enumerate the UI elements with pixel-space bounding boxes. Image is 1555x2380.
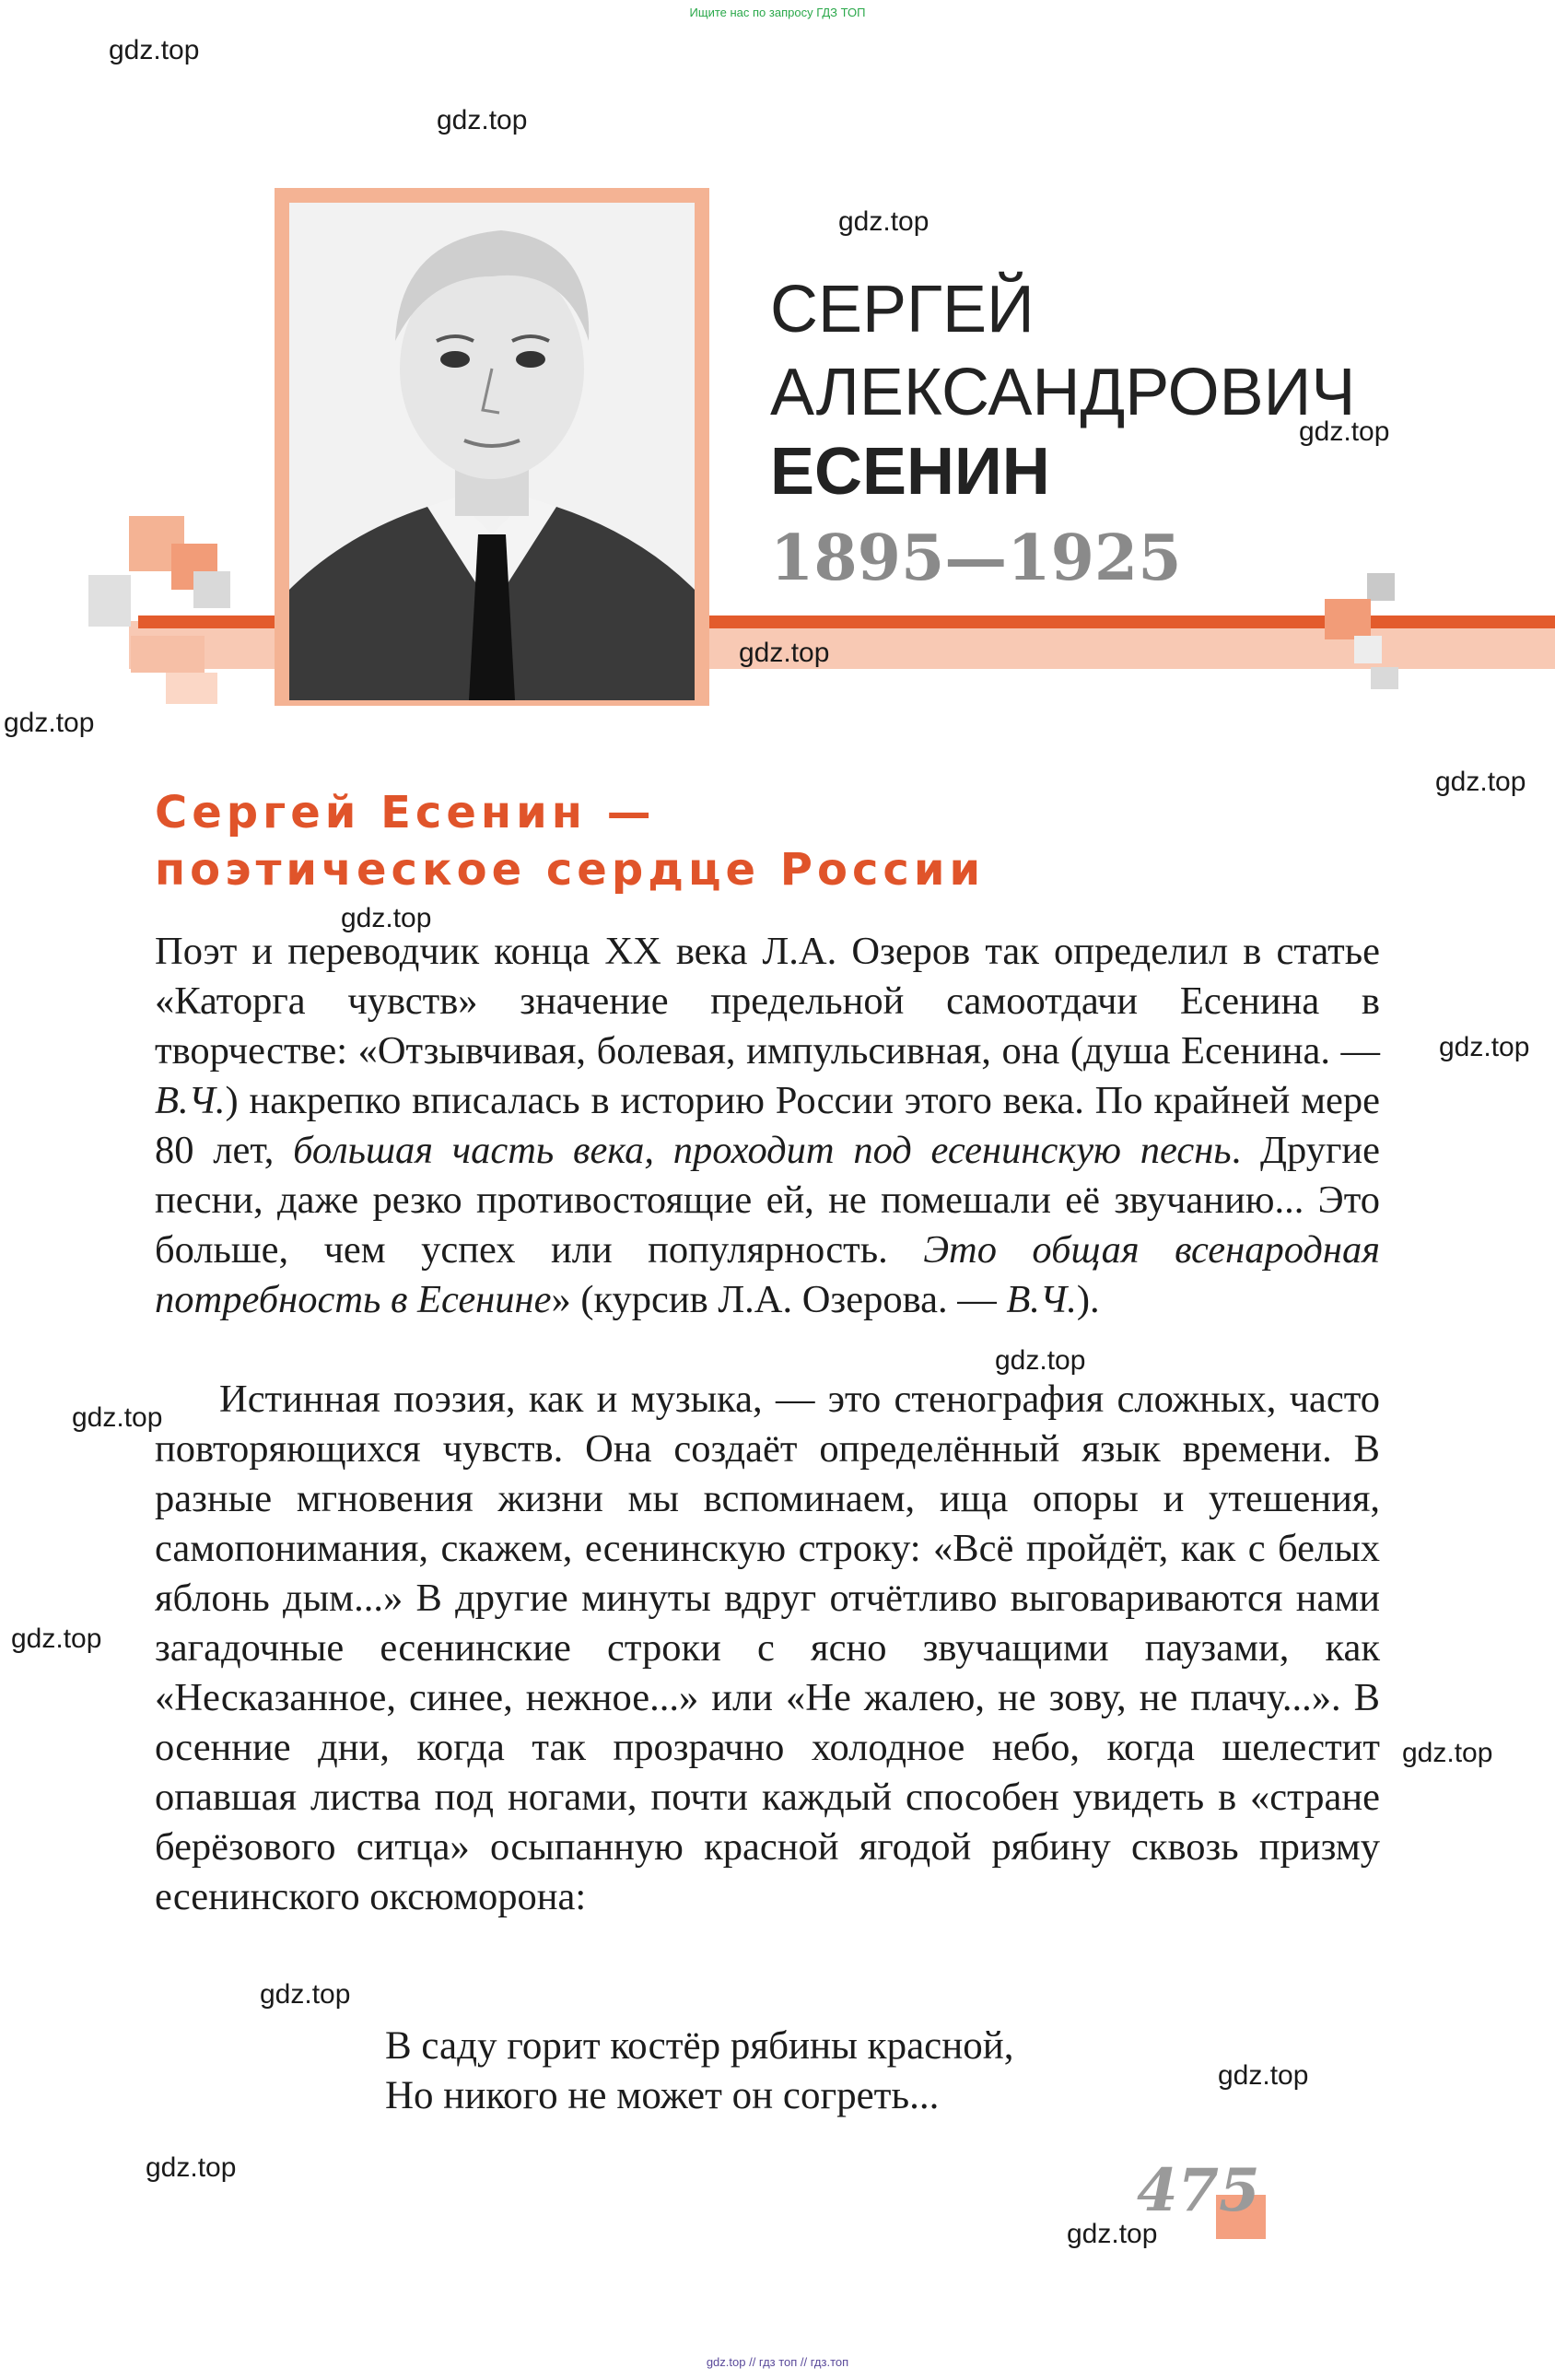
verse-line: В саду горит костёр рябины красной,	[385, 2024, 1014, 2068]
watermark: gdz.top	[109, 35, 200, 65]
watermark: gdz.top	[995, 1345, 1086, 1376]
watermark: gdz.top	[1435, 767, 1526, 797]
p1-text: ).	[1076, 1278, 1100, 1321]
portrait-illustration	[289, 203, 695, 700]
author-patronymic: АЛЕКСАНДРОВИЧ	[770, 356, 1356, 429]
deco-square	[88, 575, 131, 627]
page-number: 475	[1137, 2156, 1260, 2225]
p1-text: Поэт и переводчик конца XX века Л.А. Озеров так определил в статье «Каторга чувств» значение предельной самоотдачи Есенина в творчестве: «Отзывчивая, болевая, импульсивная, она (душа Есенина. —	[155, 930, 1380, 1073]
p1-text: » (курсив Л.А. Озерова. —	[551, 1278, 1007, 1321]
p2-text: Истинная поэзия, как и музыка, — это стенография сложных, часто повторяющихся чувств. Она создаёт определённый язык времени. В разные мгновения жизни мы вспоминаем, ища опоры и утешения, самопонимания, скажем, есенинскую строку: «Всё пройдёт, как с белых яблонь дым...» В другие минуты вдруг отчётливо выговариваются нами загадочные есенинские строки с ясно звучащими паузами, как «Несказанное, синее, нежное...» или «Не жалею, не зову, не плачу...». В осенние дни, когда так прозрачно холодное небо, когда шелестит опавшая листва под ногами, почти каждый способен увидеть в «стране берёзового ситца» осыпанную красной ягодой рябину сквозь призму есенинского оксюморона:	[155, 1378, 1380, 1918]
footer-note: gdz.top // гдз топ // гдз.топ	[706, 2355, 849, 2369]
author-portrait	[289, 203, 695, 700]
paragraph-1	[155, 927, 1380, 1325]
p1-text: ) накрепко вписалась в историю России этого века. По крайней мере 80 лет,	[155, 1079, 1380, 1172]
author-years: 1895—1925	[770, 522, 1182, 595]
verse-quote	[385, 2022, 1014, 2121]
watermark: gdz.top	[838, 206, 929, 237]
deco-square	[1325, 599, 1371, 639]
watermark: gdz.top	[11, 1624, 102, 1654]
deco-square	[166, 673, 217, 704]
deco-square	[1367, 573, 1395, 601]
deco-square	[193, 571, 230, 608]
p1-italic-quote: Это общая всенародная потребность в Есенине	[155, 1228, 1381, 1321]
deco-square	[131, 636, 205, 673]
watermark: gdz.top	[1218, 2060, 1309, 2091]
p1-text: . Другие песни, даже резко противостоящие ей, не помешали её звучанию... Это больше, чем успех или популярность.	[155, 1129, 1380, 1272]
top-note: Ищите нас по запросу ГДЗ ТОП	[689, 6, 866, 19]
watermark: gdz.top	[72, 1402, 163, 1433]
watermark: gdz.top	[437, 105, 528, 135]
p1-initials: В.Ч.	[155, 1079, 226, 1122]
p1-initials: В.Ч.	[1006, 1278, 1077, 1321]
watermark: gdz.top	[1067, 2219, 1158, 2249]
watermark: gdz.top	[260, 1979, 351, 2010]
deco-square	[1371, 667, 1398, 689]
author-last-name: ЕСЕНИН	[770, 435, 1050, 509]
deco-square	[1354, 636, 1382, 663]
verse-line: Но никого не может он согреть...	[385, 2074, 940, 2117]
section-heading-line2: поэтическое сердце России	[155, 844, 986, 896]
watermark: gdz.top	[739, 638, 830, 668]
paragraph-2	[155, 1375, 1380, 1922]
watermark: gdz.top	[1299, 416, 1390, 447]
watermark: gdz.top	[1402, 1738, 1493, 1768]
watermark: gdz.top	[4, 708, 95, 738]
watermark: gdz.top	[146, 2152, 237, 2183]
watermark: gdz.top	[341, 903, 432, 933]
section-heading-line1: Сергей Есенин —	[155, 787, 656, 838]
watermark: gdz.top	[1439, 1032, 1530, 1062]
author-first-name: СЕРГЕЙ	[770, 273, 1035, 346]
p1-italic-quote: большая часть века, проходит под есенинскую песнь	[293, 1129, 1232, 1172]
